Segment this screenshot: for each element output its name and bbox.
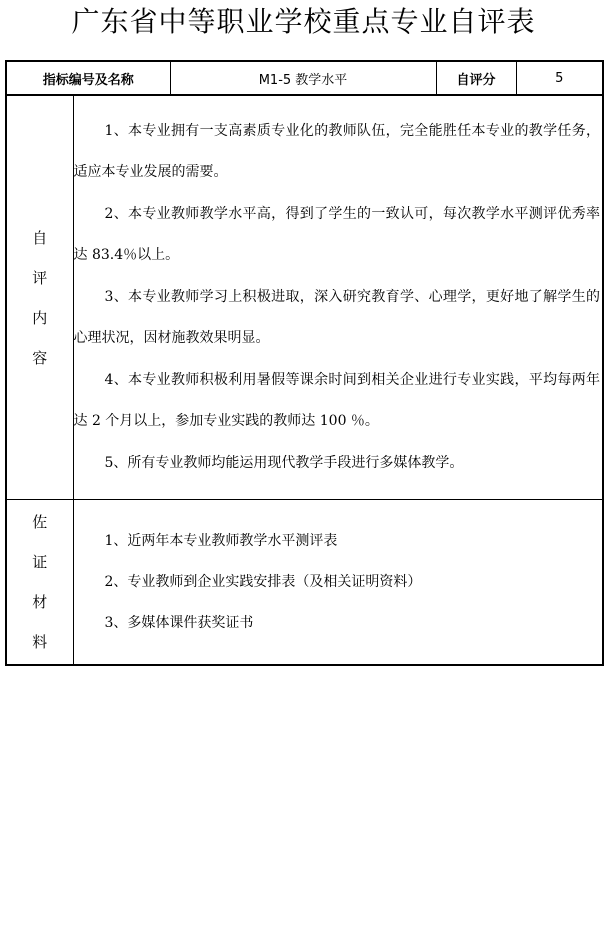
- self-evaluation-content: [73, 95, 603, 500]
- label-char: 证: [32, 553, 48, 571]
- indicator-label: 指标编号及名称: [6, 61, 170, 95]
- evaluation-paragraph: 5、所有专业教师均能运用现代教学手段进行多媒体教学。: [104, 454, 464, 471]
- score-value: 5: [516, 61, 603, 95]
- page-title: 广东省中等职业学校重点专业自评表: [71, 5, 536, 38]
- label-char: 评: [32, 268, 48, 287]
- evidence-item: 1、近两年本专业教师教学水平测评表: [104, 532, 338, 549]
- self-evaluation-row: [6, 95, 603, 500]
- evaluation-paragraph: 2、本专业教师教学水平高，得到了学生的一致认可，每次教学水平测评优秀率达 83.4％以上。: [73, 205, 601, 264]
- label-char: 料: [32, 633, 48, 651]
- score-label: 自评分: [436, 61, 516, 95]
- label-char: 自: [32, 228, 48, 247]
- evidence-label: [6, 500, 73, 666]
- self-evaluation-form: [5, 60, 604, 666]
- label-char: 佐: [32, 513, 48, 531]
- evidence-item: 3、多媒体课件获奖证书: [104, 614, 254, 631]
- label-char: 容: [32, 348, 48, 367]
- label-char: 内: [32, 308, 48, 327]
- evaluation-paragraph: 3、本专业教师学习上积极进取，深入研究教育学、心理学，更好地了解学生的心理状况，因材施教效果明显。: [73, 288, 601, 347]
- evidence-row: [6, 500, 603, 666]
- header-row: [6, 61, 603, 95]
- evaluation-paragraph: 4、本专业教师积极利用暑假等课余时间到相关企业进行专业实践，平均每两年达 2 个月以上，参加专业实践的教师达 100 ％。: [73, 371, 601, 430]
- indicator-value: M1-5 教学水平: [170, 61, 436, 95]
- evaluation-paragraph: 1、本专业拥有一支高素质专业化的教师队伍，完全能胜任本专业的教学任务，适应本专业发展的需要。: [73, 122, 601, 181]
- label-char: 材: [32, 593, 48, 611]
- evidence-content: [73, 500, 603, 666]
- self-evaluation-label: [6, 95, 73, 500]
- evidence-item: 2、专业教师到企业实践安排表（及相关证明资料）: [104, 573, 422, 590]
